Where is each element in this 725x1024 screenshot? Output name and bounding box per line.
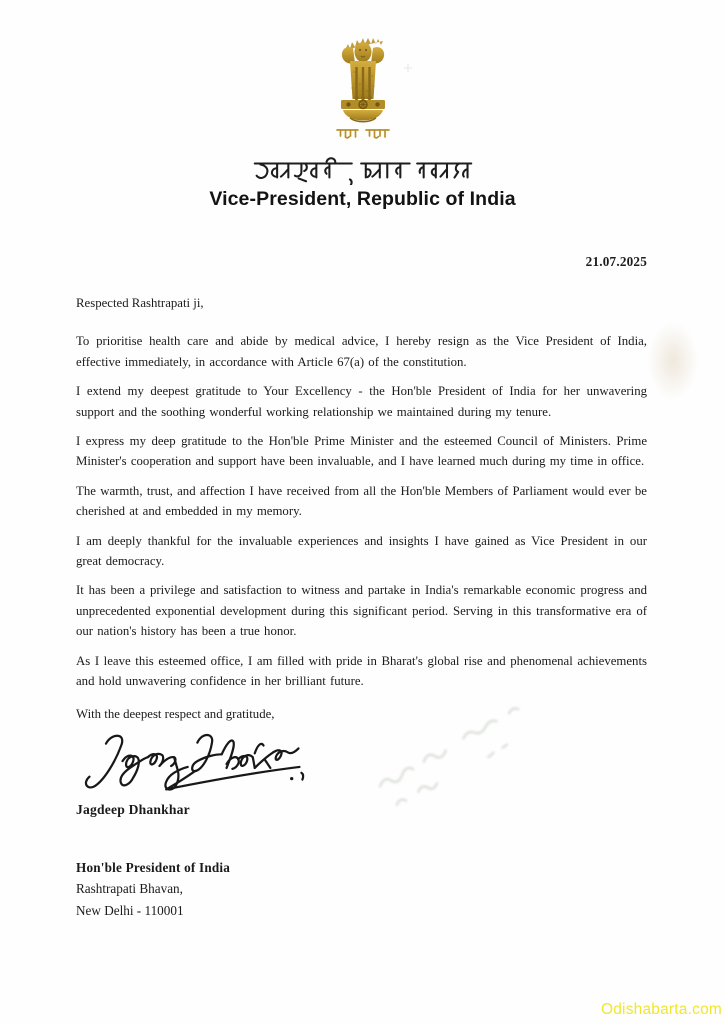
watermark-text: Odishabarta.com xyxy=(600,1001,722,1018)
letter-paragraph: To prioritise health care and abide by medical advice, I hereby resign as the Vice President of India, effective immediately, in accordance with Article 67(a) of the constitution. xyxy=(76,334,647,369)
title-english: Vice-President, Republic of India xyxy=(209,188,516,210)
salutation: Respected Rashtrapati ji, xyxy=(76,296,204,310)
recipient-address xyxy=(76,857,647,922)
title-devanagari xyxy=(0,157,725,185)
state-emblem-of-india-icon xyxy=(330,36,396,140)
recipient-line: Hon'ble President of India xyxy=(76,859,231,875)
handwritten-signature xyxy=(76,730,647,800)
letter-paragraph: It has been a privilege and satisfaction to witness and partake in India's remarkable economic progress and unprecedented exponential development during this significant period. Serving in this transformative era of our nation's history has been a true honor. xyxy=(76,583,647,639)
letter-paragraph: The warmth, trust, and affection I have received from all the Hon'ble Members of Parliament would ever be cherished at and embedded in my memory. xyxy=(76,483,647,519)
letter-paragraph: As I leave this esteemed office, I am filled with pride in Bharat's global rise and phenomenal achievements and hold unwavering confidence in her brilliant future. xyxy=(76,653,647,689)
letter-paragraph: I extend my deepest gratitude to Your Excellency - the Hon'ble President of India for her unwavering support and the soothing wonderful working relationship we maintained during my tenure. xyxy=(76,384,647,419)
letterhead xyxy=(0,0,725,211)
letter-paragraph: I am deeply thankful for the invaluable experiences and insights I have gained as Vice President in our great democracy. xyxy=(76,533,647,569)
letter-date: 21.07.2025 xyxy=(585,254,647,269)
letter-body xyxy=(0,253,725,921)
recipient-line: Rashtrapati Bhavan, xyxy=(76,881,183,897)
recipient-line: New Delhi - 110001 xyxy=(76,902,184,918)
closing-line: With the deepest respect and gratitude, xyxy=(76,706,275,721)
sender-name: Jagdeep Dhankhar xyxy=(76,801,190,817)
letter-paragraph: I express my deep gratitude to the Hon'ble Prime Minister and the esteemed Council of Ministers. Prime Minister's cooperation and support have been invaluable, and I have learned much during my time in office. xyxy=(76,434,647,469)
